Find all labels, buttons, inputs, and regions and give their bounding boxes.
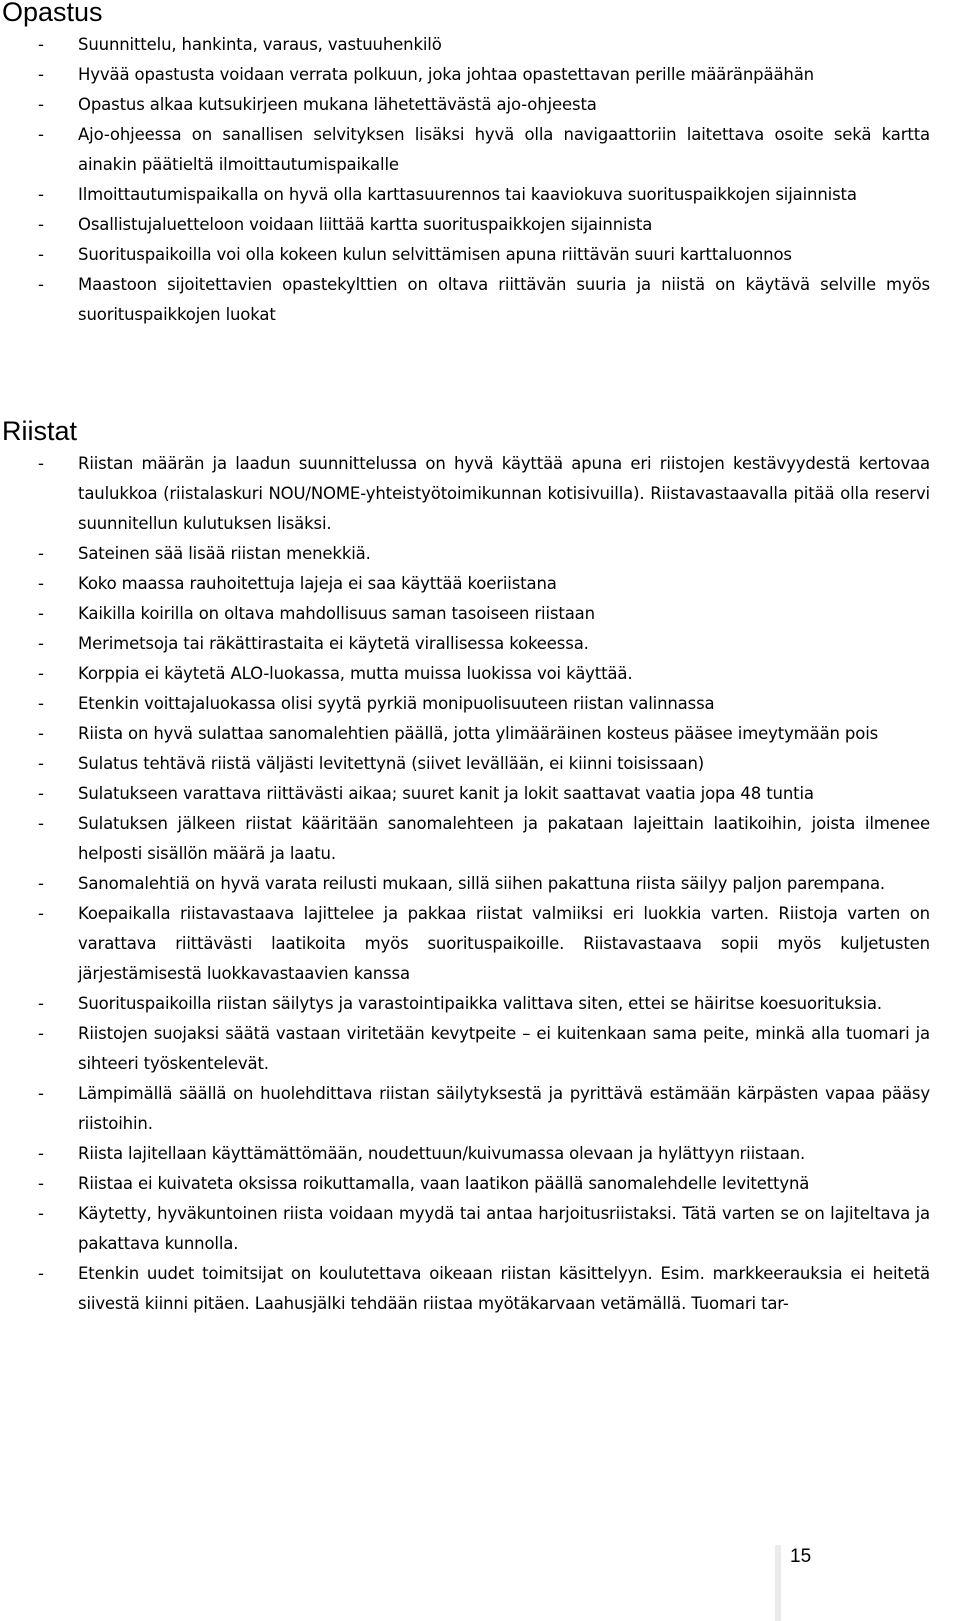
list-item [0,1079,930,1139]
list-item-text: Koepaikalla riistavastaava lajittelee ja pakkaa riistat valmiiksi eri luokkia varten. Riistoja varten on varattava riittävästi laatikoita myös suorituspaikoille. Riistavastaava sopii myös kuljetusten järjestämisestä luokkavastaavien kanssa [78,904,930,983]
bullet-dash: - [38,604,44,623]
list-item [0,689,930,719]
list-item-text: Suorituspaikoilla riistan säilytys ja varastointipaikka valittava siten, ettei se häiritse koesuorituksia. [78,994,882,1013]
list-item [0,1169,930,1199]
list-item [0,180,930,210]
list-item-text: Riistojen suojaksi säätä vastaan viritetään kevytpeite – ei kuitenkaan sama peite, minkä alla tuomari ja sihteeri työskentelevät. [78,1024,930,1073]
list-item-text: Korppia ei käytetä ALO-luokassa, mutta muissa luokissa voi käyttää. [78,664,633,683]
bullet-dash: - [38,874,44,893]
list-item-text: Osallistujaluetteloon voidaan liittää kartta suorituspaikkojen sijainnista [78,215,653,234]
list-item-text: Kaikilla koirilla on oltava mahdollisuus saman tasoiseen riistaan [78,604,595,623]
bullet-dash: - [38,95,44,114]
list-item-text: Riistan määrän ja laadun suunnittelussa on hyvä käyttää apuna eri riistojen kestävyydestä kertovaa taulukkoa (riistalaskuri NOU/NOME-yhteistyötoimikunnan kotisivuilla). Riistavastaavalla pitää olla reservi suunnitellun kulutuksen lisäksi. [78,454,930,533]
list-item [0,1019,930,1079]
page-number: 15 [790,1546,812,1567]
riistat-list [0,449,930,1319]
bullet-dash: - [38,994,44,1013]
list-item-text: Käytetty, hyväkuntoinen riista voidaan myydä tai antaa harjoitusriistaksi. Tätä varten se on lajiteltava ja pakattava kunnolla. [78,1204,930,1253]
footer-bar [775,1545,781,1621]
list-item-text: Etenkin voittajaluokassa olisi syytä pyrkiä monipuolisuuteen riistan valinnassa [78,694,715,713]
list-item-text: Etenkin uudet toimitsijat on koulutettava oikeaan riistan käsittelyyn. Esim. markkeerauksia ei heitetä siivestä kiinni pitäen. Laahusjälki tehdään riistaa myötäkarvaan vetämällä. Tuomari tar- [78,1264,930,1313]
list-item [0,899,930,989]
list-item-text: Koko maassa rauhoitettuja lajeja ei saa käyttää koeriistana [78,574,557,593]
list-item [0,270,930,330]
list-item-text: Sulatuksen jälkeen riistat kääritään sanomalehteen ja pakataan lajeittain laatikoihin, joista ilmenee helposti sisällön määrä ja laatu. [78,814,930,863]
bullet-dash: - [38,125,44,144]
list-item [0,210,930,240]
list-item [0,989,930,1019]
bullet-dash: - [38,185,44,204]
opastus-list [0,30,930,330]
list-item [0,569,930,599]
list-item [0,719,930,749]
bullet-dash: - [38,784,44,803]
section-title-opastus: Opastus [2,0,103,27]
bullet-dash: - [38,245,44,264]
list-item [0,30,930,60]
bullet-dash: - [38,904,44,923]
bullet-dash: - [38,35,44,54]
list-item-text: Ilmoittautumispaikalla on hyvä olla karttasuurennos tai kaaviokuva suorituspaikkojen sijainnista [78,185,857,204]
list-item [0,1139,930,1169]
list-item-text: Riistaa ei kuivateta oksissa roikuttamalla, vaan laatikon päällä sanomalehdelle levitettynä [78,1174,810,1193]
bullet-dash: - [38,814,44,833]
list-item-text: Lämpimällä säällä on huolehdittava riistan säilytyksestä ja pyrittävä estämään kärpästen vapaa pääsy riistoihin. [78,1084,930,1133]
list-item [0,809,930,869]
list-item-text: Sanomalehtiä on hyvä varata reilusti mukaan, sillä siihen pakattuna riista säilyy paljon parempana. [78,874,886,893]
bullet-dash: - [38,1084,44,1103]
list-item [0,749,930,779]
bullet-dash: - [38,1264,44,1283]
list-item-text: Maastoon sijoitettavien opastekylttien on oltava riittävän suuria ja niistä on käytävä selville myös suorituspaikkojen luokat [78,275,930,324]
list-item [0,449,930,539]
list-item [0,1199,930,1259]
bullet-dash: - [38,215,44,234]
bullet-dash: - [38,754,44,773]
list-item [0,779,930,809]
bullet-dash: - [38,664,44,683]
list-item [0,60,930,90]
bullet-dash: - [38,1024,44,1043]
list-item-text: Riista lajitellaan käyttämättömään, noudettuun/kuivumassa olevaan ja hylättyyn riistaan. [78,1144,806,1163]
section-title-riistat: Riistat [2,416,78,446]
list-item [0,240,930,270]
bullet-dash: - [38,634,44,653]
list-item-text: Hyvää opastusta voidaan verrata polkuun, joka johtaa opastettavan perille määränpäähän [78,65,814,84]
list-item-text: Suunnittelu, hankinta, varaus, vastuuhenkilö [78,35,442,54]
bullet-dash: - [38,275,44,294]
list-item-text: Opastus alkaa kutsukirjeen mukana lähetettävästä ajo-ohjeesta [78,95,597,114]
list-item-text: Suorituspaikoilla voi olla kokeen kulun selvittämisen apuna riittävän suuri karttaluonnos [78,245,792,264]
list-item [0,869,930,899]
list-item-text: Sulatus tehtävä riistä väljästi levitettynä (siivet levällään, ei kiinni toisissaan) [78,754,705,773]
bullet-dash: - [38,1204,44,1223]
bullet-dash: - [38,1174,44,1193]
list-item-text: Merimetsoja tai räkättirastaita ei käytetä virallisessa kokeessa. [78,634,589,653]
bullet-dash: - [38,65,44,84]
bullet-dash: - [38,574,44,593]
bullet-dash: - [38,454,44,473]
list-item [0,659,930,689]
list-item-text: Ajo-ohjeessa on sanallisen selvityksen lisäksi hyvä olla navigaattoriin laitettava osoite sekä kartta ainakin päätieltä ilmoittautumispaikalle [78,125,930,174]
list-item-text: Riista on hyvä sulattaa sanomalehtien päällä, jotta ylimääräinen kosteus pääsee imeytymään pois [78,724,879,743]
bullet-dash: - [38,1144,44,1163]
bullet-dash: - [38,724,44,743]
list-item [0,90,930,120]
list-item [0,629,930,659]
list-item [0,599,930,629]
list-item [0,539,930,569]
list-item [0,120,930,180]
bullet-dash: - [38,544,44,563]
list-item-text: Sateinen sää lisää riistan menekkiä. [78,544,371,563]
list-item-text: Sulatukseen varattava riittävästi aikaa; suuret kanit ja lokit saattavat vaatia jopa 48 tuntia [78,784,814,803]
bullet-dash: - [38,694,44,713]
list-item [0,1259,930,1319]
